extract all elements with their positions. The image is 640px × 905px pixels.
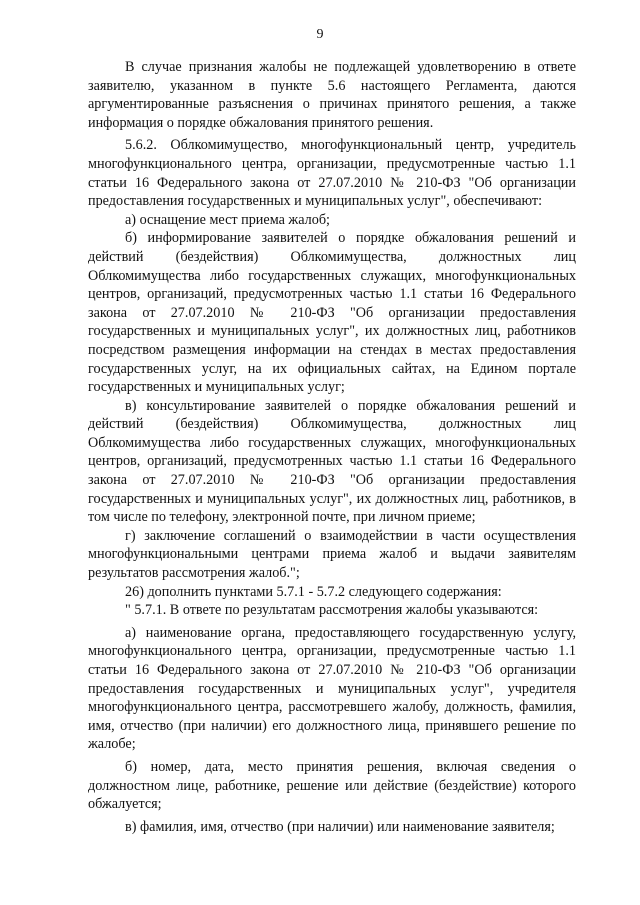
- paragraph-26: 26) дополнить пунктами 5.7.1 - 5.7.2 следующего содержания:: [125, 583, 502, 600]
- paragraph-5-6-2: 5.6.2. Облкомимущество, многофункциональный центр, учредитель многофункционального центра, организации, предусмотренные частью 1.1 статьи 16 Федерального закона от 27.07.2010 № 210-ФЗ "Об организации предоставления государственных и муниципальных услуг", обеспечивают:: [88, 137, 576, 210]
- paragraph-item-g: г) заключение соглашений о взаимодействии в части осуществления многофункциональными центрами приема жалоб и выдачи заявителям результатов рассмотрения жалоб.";: [88, 527, 576, 582]
- paragraph-item-v: в) консультирование заявителей о порядке обжалования решений и действий (бездействия) Облкомимущества, должностных лиц Облкомимущества либо государственных служащих, многофункциональных центров, организаций, предусмотренных частью 1.1 статьи 16 Федерального закона от 27.07.2010 № 210-ФЗ "Об организации предоставления государственных и муниципальных услуг", их должностных лиц, работников, в том числе по телефону, электронной почте, при личном приеме;: [88, 397, 576, 526]
- page-number: 9: [316, 27, 324, 42]
- paragraph-5-7-1: " 5.7.1. В ответе по результатам рассмотрения жалобы указываются:: [125, 602, 539, 619]
- paragraph-item-b: б) информирование заявителей о порядке обжалования решений и действий (бездействия) Облкомимущества, должностных лиц Облкомимущества либо государственных служащих, многофункциональных центров, организаций, предусмотренных частью 1.1 статьи 16 Федерального закона от 27.07.2010 № 210-ФЗ "Об организации предоставления государственных и муниципальных услуг", их должностных лиц, работников посредством размещения информации на стендах в местах предоставления государственных услуг, на их официальных сайтах, на Едином портале государственных и муниципальных услуг;: [88, 230, 576, 396]
- paragraph-5-7-1-a: а) наименование органа, предоставляющего государственную услугу, многофункционального центра, организации, предусмотренные частью 1.1 статьи 16 Федерального закона от 27.07.2010 № 210-ФЗ "Об организации предоставления государственных и муниципальных услуг", учредителя многофункционального центра, рассмотревшего жалобу, должность, фамилия, имя, отчество (при наличии) его должностного лица, принявшего решение по жалобе;: [88, 624, 576, 753]
- paragraph-5-7-1-b: б) номер, дата, место принятия решения, включая сведения о должностном лице, работнике, решение или действие (бездействие) которого обжалуется;: [88, 758, 576, 813]
- paragraph-5-7-1-v: в) фамилия, имя, отчество (при наличии) или наименование заявителя;: [125, 818, 555, 835]
- document-body: [88, 58, 576, 836]
- paragraph-item-a: а) оснащение мест приема жалоб;: [125, 211, 330, 228]
- paragraph-refusal-answer: В случае признания жалобы не подлежащей удовлетворению в ответе заявителю, указанном в пункте 5.6 настоящего Регламента, даются аргументированные разъяснения о причинах принятого решения, а также информация о порядке обжалования принятого решения.: [88, 59, 576, 131]
